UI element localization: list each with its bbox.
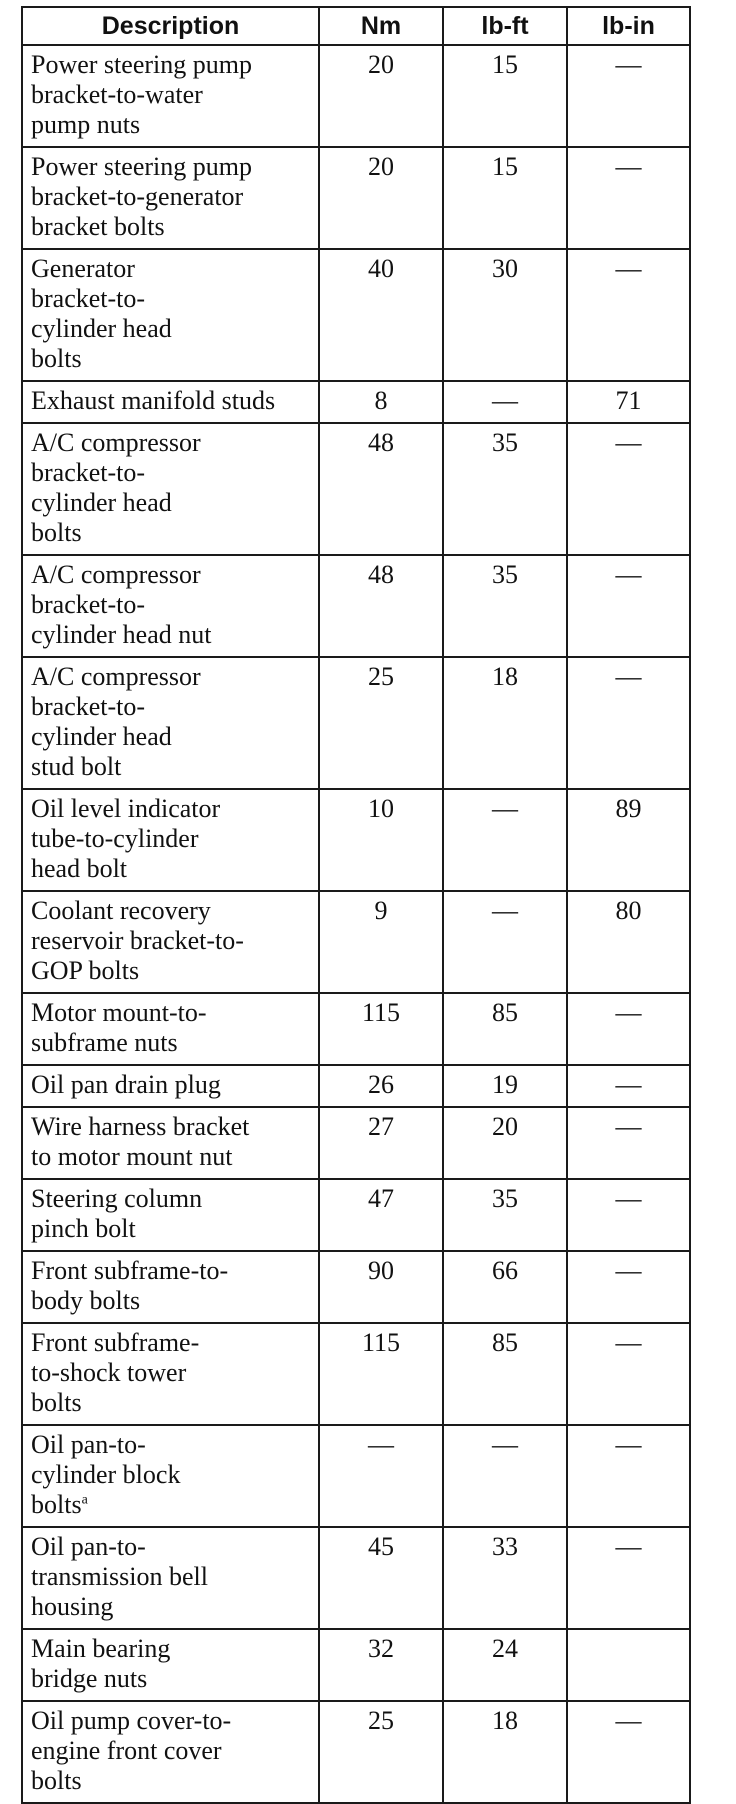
description-text: Oil level indicator tube-to-cylinder head bolt <box>31 794 221 883</box>
description-text: Main bearing bridge nuts <box>31 1634 171 1693</box>
torque-spec-table <box>21 6 691 1804</box>
cell-lb-ft: — <box>443 1425 567 1527</box>
cell-description <box>22 45 319 147</box>
cell-description <box>22 1065 319 1107</box>
cell-lb-in: — <box>567 1425 690 1527</box>
cell-description <box>22 1701 319 1803</box>
table-row <box>22 891 690 993</box>
description-text: Power steering pump bracket-to-generator bracket bolts <box>31 152 252 241</box>
cell-nm: 9 <box>319 891 443 993</box>
cell-lb-in: 89 <box>567 789 690 891</box>
description-text: Exhaust manifold studs <box>31 386 276 415</box>
table-row <box>22 657 690 789</box>
description-text: Front subframe-to-body bolts <box>31 1256 229 1315</box>
cell-lb-in: 80 <box>567 891 690 993</box>
table-row <box>22 1251 690 1323</box>
cell-lb-ft: 35 <box>443 555 567 657</box>
table-row <box>22 1179 690 1251</box>
cell-lb-in: — <box>567 993 690 1065</box>
cell-description <box>22 1179 319 1251</box>
cell-lb-ft: 20 <box>443 1107 567 1179</box>
description-text: Wire harness bracket to motor mount nut <box>31 1112 250 1171</box>
cell-description <box>22 1527 319 1629</box>
table-row <box>22 249 690 381</box>
cell-nm: 27 <box>319 1107 443 1179</box>
cell-lb-ft: 18 <box>443 1701 567 1803</box>
cell-description <box>22 993 319 1065</box>
footnote-marker: a <box>81 1492 88 1508</box>
cell-description <box>22 657 319 789</box>
cell-lb-ft: 66 <box>443 1251 567 1323</box>
cell-description <box>22 249 319 381</box>
cell-nm: 115 <box>319 1323 443 1425</box>
description-text: Power steering pump bracket-to-water pump nuts <box>31 50 252 139</box>
cell-description <box>22 1107 319 1179</box>
cell-description <box>22 555 319 657</box>
cell-lb-ft: 15 <box>443 147 567 249</box>
table-row <box>22 993 690 1065</box>
cell-nm: 48 <box>319 423 443 555</box>
cell-lb-in: — <box>567 147 690 249</box>
header-lb-ft: lb-ft <box>443 7 567 45</box>
description-text: A/C compressor bracket-to-cylinder head bolts <box>31 428 201 547</box>
description-text: Oil pan drain plug <box>31 1070 221 1099</box>
cell-nm: 20 <box>319 45 443 147</box>
cell-lb-in <box>567 1629 690 1701</box>
cell-lb-in: — <box>567 1107 690 1179</box>
cell-nm: 48 <box>319 555 443 657</box>
cell-nm: 8 <box>319 381 443 423</box>
description-text: Oil pan-to-cylinder block bolts <box>31 1430 181 1519</box>
cell-lb-ft: — <box>443 381 567 423</box>
table-row <box>22 1107 690 1179</box>
table-row <box>22 381 690 423</box>
cell-lb-ft: 85 <box>443 993 567 1065</box>
cell-nm: 20 <box>319 147 443 249</box>
table-row <box>22 1065 690 1107</box>
cell-lb-in: — <box>567 1179 690 1251</box>
cell-lb-ft: 24 <box>443 1629 567 1701</box>
description-text: Front subframe-to-shock tower bolts <box>31 1328 200 1417</box>
cell-nm: 90 <box>319 1251 443 1323</box>
cell-nm: 26 <box>319 1065 443 1107</box>
cell-nm: 25 <box>319 1701 443 1803</box>
cell-lb-ft: 35 <box>443 1179 567 1251</box>
cell-description <box>22 789 319 891</box>
table-row <box>22 789 690 891</box>
description-text: A/C compressor bracket-to-cylinder head nut <box>31 560 212 649</box>
cell-nm: 45 <box>319 1527 443 1629</box>
cell-lb-in: — <box>567 249 690 381</box>
cell-nm: 25 <box>319 657 443 789</box>
cell-nm: 10 <box>319 789 443 891</box>
cell-lb-in: — <box>567 1065 690 1107</box>
cell-lb-in: — <box>567 1251 690 1323</box>
cell-lb-in: 71 <box>567 381 690 423</box>
cell-description <box>22 147 319 249</box>
table-row <box>22 555 690 657</box>
cell-description <box>22 1425 319 1527</box>
cell-lb-ft: 18 <box>443 657 567 789</box>
table-row <box>22 147 690 249</box>
cell-lb-ft: — <box>443 789 567 891</box>
cell-lb-ft: 15 <box>443 45 567 147</box>
description-text: Oil pump cover-to-engine front cover bolts <box>31 1706 232 1795</box>
cell-lb-in: — <box>567 657 690 789</box>
cell-description <box>22 891 319 993</box>
description-text: Generator bracket-to-cylinder head bolts <box>31 254 172 373</box>
cell-lb-in: — <box>567 1701 690 1803</box>
description-text: Oil pan-to-transmission bell housing <box>31 1532 208 1621</box>
cell-lb-ft: 19 <box>443 1065 567 1107</box>
cell-description <box>22 423 319 555</box>
cell-lb-ft: 35 <box>443 423 567 555</box>
header-description: Description <box>22 7 319 45</box>
cell-nm: 47 <box>319 1179 443 1251</box>
header-lb-in: lb-in <box>567 7 690 45</box>
cell-description <box>22 1251 319 1323</box>
table-row <box>22 1527 690 1629</box>
cell-lb-in: — <box>567 45 690 147</box>
table-row <box>22 45 690 147</box>
cell-lb-ft: 85 <box>443 1323 567 1425</box>
cell-description <box>22 1629 319 1701</box>
table-row <box>22 423 690 555</box>
cell-description <box>22 1323 319 1425</box>
cell-lb-ft: 30 <box>443 249 567 381</box>
cell-lb-in: — <box>567 423 690 555</box>
description-text: Motor mount-to-subframe nuts <box>31 998 207 1057</box>
table-row <box>22 1323 690 1425</box>
header-row <box>22 7 690 45</box>
cell-nm: 40 <box>319 249 443 381</box>
cell-lb-ft: — <box>443 891 567 993</box>
description-text: A/C compressor bracket-to-cylinder head stud bolt <box>31 662 201 781</box>
table-row <box>22 1629 690 1701</box>
header-nm: Nm <box>319 7 443 45</box>
description-text: Steering column pinch bolt <box>31 1184 203 1243</box>
cell-nm: 115 <box>319 993 443 1065</box>
cell-description <box>22 381 319 423</box>
table-row <box>22 1701 690 1803</box>
cell-lb-ft: 33 <box>443 1527 567 1629</box>
cell-lb-in: — <box>567 1323 690 1425</box>
cell-lb-in: — <box>567 1527 690 1629</box>
table-row <box>22 1425 690 1527</box>
cell-nm: 32 <box>319 1629 443 1701</box>
cell-lb-in: — <box>567 555 690 657</box>
description-text: Coolant recovery reservoir bracket-to-GOP bolts <box>31 896 244 985</box>
cell-nm: — <box>319 1425 443 1527</box>
